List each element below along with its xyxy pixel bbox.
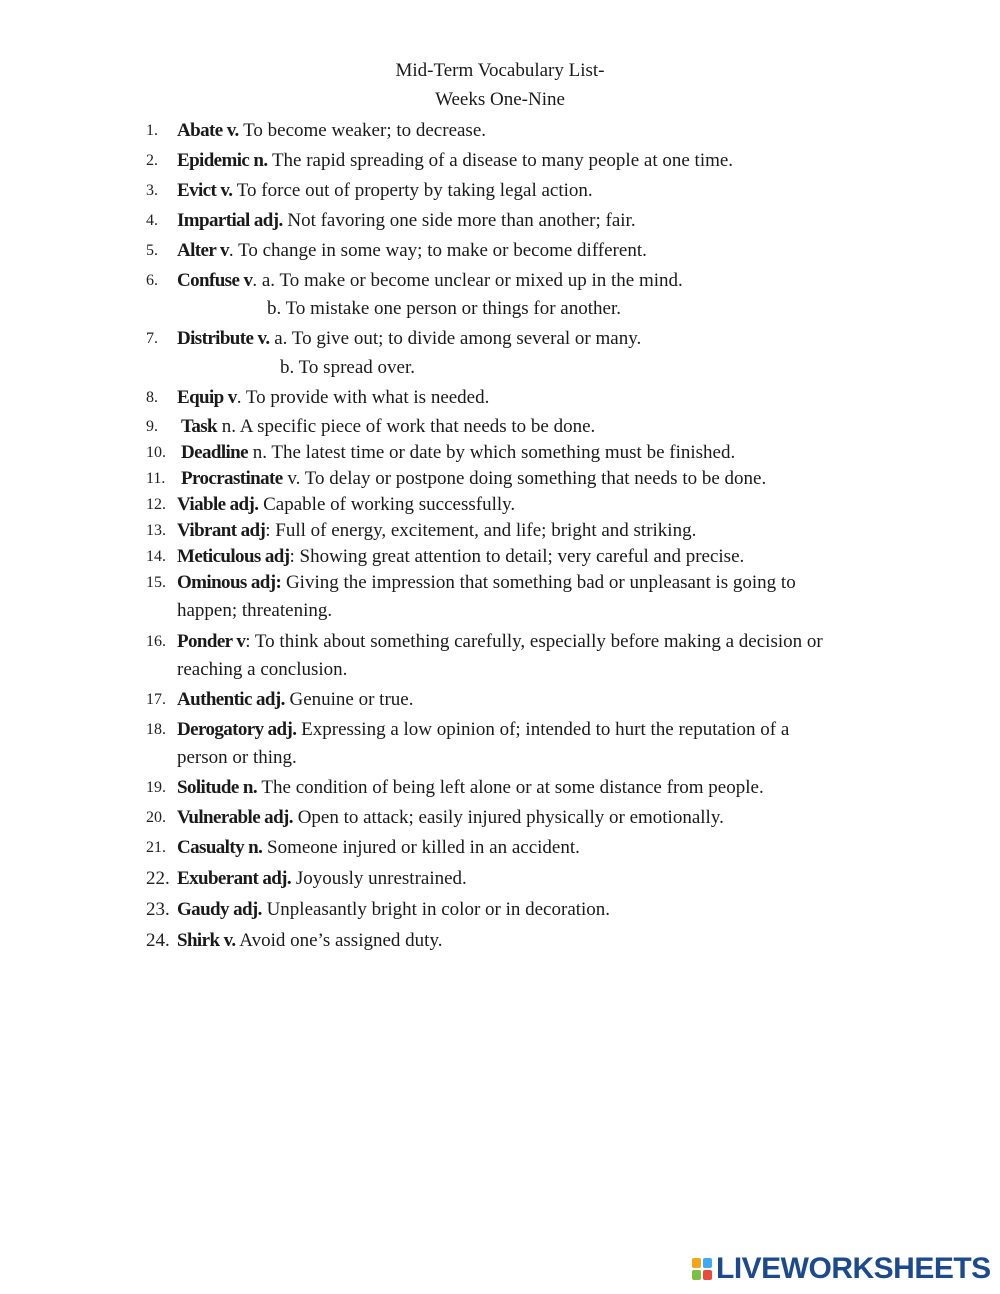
- logo-text: LIVEWORKSHEETS: [716, 1252, 991, 1285]
- item-number: 6.: [146, 272, 158, 289]
- vocab-term: Solitude n.: [177, 777, 257, 798]
- vocab-definition: . To provide with what is needed.: [236, 387, 490, 408]
- item-number: 2.: [146, 152, 158, 169]
- vocab-term: Alter v: [177, 240, 229, 261]
- item-number: 18.: [146, 721, 166, 738]
- item-number: 16.: [146, 633, 166, 650]
- vocab-term: Impartial adj.: [177, 210, 283, 231]
- vocab-term: Gaudy adj.: [177, 899, 262, 920]
- vocab-term: Derogatory adj.: [177, 719, 297, 740]
- vocab-definition: Capable of working successfully.: [258, 494, 516, 515]
- vocab-term: Casualty n.: [177, 837, 263, 858]
- item-number: 22.: [146, 868, 170, 889]
- vocab-definition: The condition of being left alone or at some distance from people.: [257, 777, 764, 798]
- vocab-definition: : To think about something carefully, especially before making a decision or: [245, 631, 823, 652]
- vocab-term: Procrastinate: [181, 468, 283, 489]
- item-number: 17.: [146, 691, 166, 708]
- vocab-definition: n. A specific piece of work that needs to be done.: [217, 416, 596, 437]
- vocab-definition: n. The latest time or date by which something must be finished.: [247, 442, 736, 463]
- vocab-definition: Genuine or true.: [284, 689, 414, 710]
- vocab-term: Ponder v: [177, 631, 246, 652]
- vocab-definition: : Full of energy, excitement, and life; bright and striking.: [265, 520, 697, 541]
- item-number: 23.: [146, 899, 170, 920]
- vocab-term: Vibrant adj: [177, 520, 266, 541]
- item-number: 9.: [146, 418, 158, 435]
- vocab-definition-secondary: b. To mistake one person or things for another.: [267, 298, 621, 319]
- vocab-definition-continued: happen; threatening.: [177, 600, 333, 621]
- vocab-definition: The rapid spreading of a disease to many people at one time.: [267, 150, 734, 171]
- item-number: 12.: [146, 496, 166, 513]
- item-number: 4.: [146, 212, 158, 229]
- item-number: 1.: [146, 122, 158, 139]
- item-number: 19.: [146, 779, 166, 796]
- vocab-definition: To become weaker; to decrease.: [238, 120, 487, 141]
- vocab-term: Equip v: [177, 387, 237, 408]
- vocab-term: Evict v.: [177, 180, 233, 201]
- vocab-definition: Someone injured or killed in an accident.: [262, 837, 580, 858]
- vocab-definition: Giving the impression that something bad or unpleasant is going to: [281, 572, 796, 593]
- item-number: 3.: [146, 182, 158, 199]
- vocab-definition-continued: reaching a conclusion.: [177, 659, 348, 680]
- item-number: 11.: [146, 470, 166, 487]
- item-number: 5.: [146, 242, 158, 259]
- liveworksheets-logo[interactable]: [692, 1253, 991, 1285]
- vocab-term: Distribute v.: [177, 328, 270, 349]
- vocab-term: Vulnerable adj.: [177, 807, 293, 828]
- page-subtitle: Weeks One-Nine: [435, 89, 565, 110]
- item-number: 21.: [146, 839, 166, 856]
- vocab-definition: Joyously unrestrained.: [291, 868, 467, 889]
- item-number: 20.: [146, 809, 166, 826]
- item-number: 14.: [146, 548, 166, 565]
- vocab-term: Task: [181, 416, 217, 437]
- vocab-term: Viable adj.: [177, 494, 259, 515]
- vocab-definition: To force out of property by taking legal action.: [232, 180, 593, 201]
- item-number: 10.: [146, 444, 166, 461]
- vocab-term: Abate v.: [177, 120, 239, 141]
- vocab-term: Deadline: [181, 442, 248, 463]
- page-title: Mid-Term Vocabulary List-: [395, 60, 605, 81]
- vocab-term: Ominous adj:: [177, 572, 282, 593]
- vocab-definition: Open to attack; easily injured physically or emotionally.: [292, 807, 724, 828]
- vocab-term: Meticulous adj: [177, 546, 290, 567]
- vocab-definition: Expressing a low opinion of; intended to hurt the reputation of a: [296, 719, 790, 740]
- vocab-definition: Unpleasantly bright in color or in decoration.: [261, 899, 611, 920]
- vocab-term: Authentic adj.: [177, 689, 285, 710]
- vocab-term: Exuberant adj.: [177, 868, 292, 889]
- item-number: 8.: [146, 389, 158, 406]
- vocab-definition: . a. To make or become unclear or mixed up in the mind.: [252, 270, 683, 291]
- vocab-term: Confuse v: [177, 270, 253, 291]
- item-number: 7.: [146, 330, 158, 347]
- vocab-definition-secondary: b. To spread over.: [280, 357, 415, 378]
- vocab-term: Epidemic n.: [177, 150, 268, 171]
- vocab-term: Shirk v.: [177, 930, 236, 951]
- vocab-definition: Avoid one’s assigned duty.: [235, 930, 443, 951]
- vocab-definition: : Showing great attention to detail; very careful and precise.: [289, 546, 745, 567]
- item-number: 24.: [146, 930, 170, 951]
- item-number: 15.: [146, 574, 166, 591]
- item-number: 13.: [146, 522, 166, 539]
- logo-mark-icon: [692, 1258, 712, 1280]
- vocab-definition: Not favoring one side more than another; fair.: [282, 210, 636, 231]
- vocab-definition: a. To give out; to divide among several or many.: [269, 328, 642, 349]
- vocab-definition-continued: person or thing.: [177, 747, 297, 768]
- vocab-definition: v. To delay or postpone doing something that needs to be done.: [282, 468, 767, 489]
- vocab-definition: . To change in some way; to make or become different.: [228, 240, 647, 261]
